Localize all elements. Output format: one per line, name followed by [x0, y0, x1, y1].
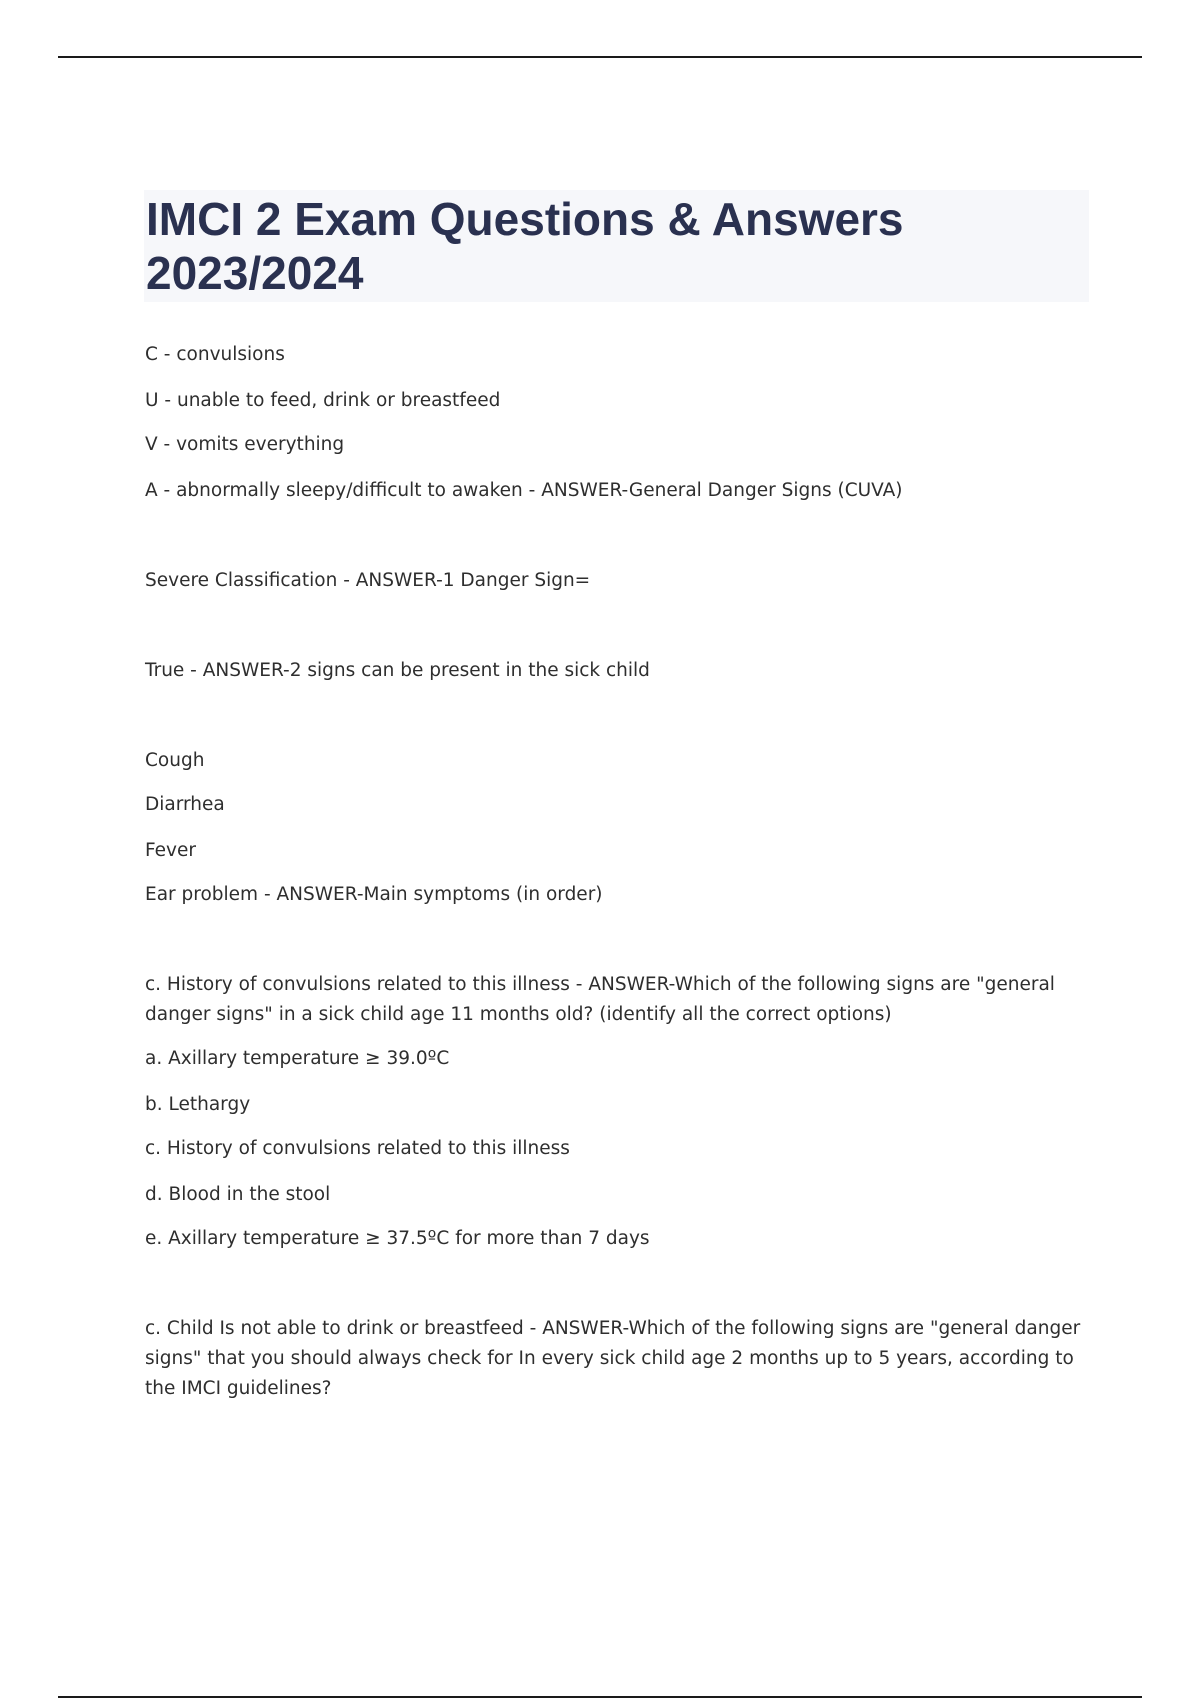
text-line: U - unable to feed, drink or breastfeed — [145, 390, 501, 411]
bottom-rule — [58, 1696, 1142, 1698]
text-line: True - ANSWER-2 signs can be present in the sick child — [145, 660, 650, 681]
qa-block-general-danger-11-months — [145, 970, 1085, 1254]
text-line: Severe Classification - ANSWER-1 Danger Sign= — [145, 570, 591, 591]
question-text: c. Child Is not able to drink or breastfeed - ANSWER-Which of the following signs are "general danger signs" that you should always check for In every sick child age 2 months up to 5 years, according to the IMCI guidelines? — [145, 1318, 1081, 1399]
option-b: b. Lethargy — [145, 1094, 251, 1115]
text-line: Diarrhea — [145, 794, 225, 815]
document-body — [145, 340, 1085, 1404]
text-line: Ear problem - ANSWER-Main symptoms (in order) — [145, 884, 603, 905]
text-line: Fever — [145, 840, 196, 861]
option-d: d. Blood in the stool — [145, 1184, 331, 1205]
top-rule — [58, 56, 1142, 58]
text-line: V - vomits everything — [145, 434, 345, 455]
qa-block-main-symptoms — [145, 746, 1085, 910]
qa-block-true — [145, 656, 1085, 686]
text-line: Cough — [145, 750, 205, 771]
document-title: IMCI 2 Exam Questions & Answers 2023/2024 — [146, 193, 904, 299]
qa-block-severe — [145, 566, 1085, 596]
qa-block-general-danger-2-months-5-years — [145, 1314, 1085, 1404]
text-line: A - abnormally sleepy/difficult to awaken - ANSWER-General Danger Signs (CUVA) — [145, 480, 903, 501]
qa-block-cuva — [145, 340, 1085, 506]
option-a: a. Axillary temperature ≥ 39.0ºC — [145, 1048, 450, 1069]
option-e: e. Axillary temperature ≥ 37.5ºC for more than 7 days — [145, 1228, 650, 1249]
question-text: c. History of convulsions related to this illness - ANSWER-Which of the following signs are "general danger signs" in a sick child age 11 months old? (identify all the correct options) — [145, 974, 1055, 1025]
option-c: c. History of convulsions related to this illness — [145, 1138, 570, 1159]
text-line: C - convulsions — [145, 344, 285, 365]
